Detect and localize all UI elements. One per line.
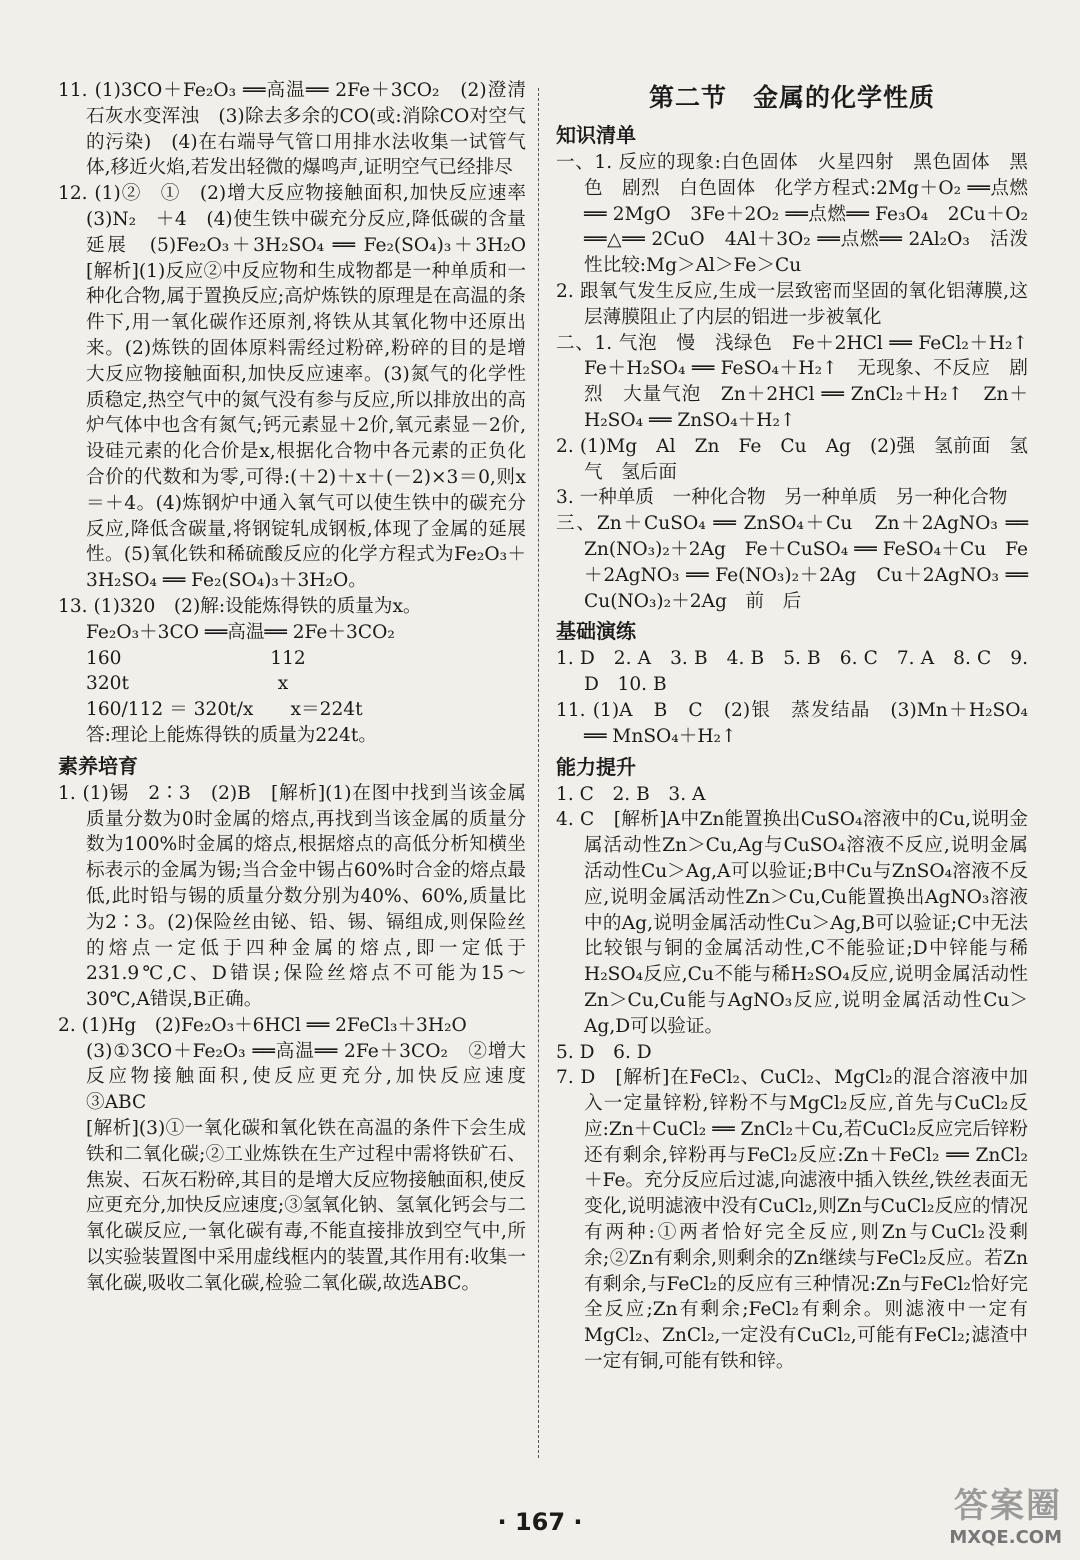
section-title: 第二节 金属的化学性质 [648, 83, 935, 112]
left-column [58, 78, 545, 1297]
answer-item: 2. (1)Hg (2)Fe₂O₃＋6HCl ══ 2FeCl₃＋3H₂O [58, 1014, 467, 1036]
answer-item: 1. C 2. B 3. A [556, 783, 706, 805]
answer-line: 答:理论上能炼得铁的质量为224t。 [86, 724, 377, 746]
watermark-cn: 答案圈 [954, 1486, 1062, 1526]
answer-item: 1. D 2. A 3. B 4. B 5. B 6. C 7. A 8. C 9. D 10. B [556, 648, 1028, 696]
answer-item: 11. (1)3CO＋Fe₂O₃ ══高温══ 2Fe＋3CO₂ (2)澄清石灰水变浑浊 (3)除去多余的CO(或:消除CO对空气的污染) (4)在右端导气管口用排水法收集一试管气体,移近火焰,若发出轻微的爆鸣声,证明空气已经排尽 [58, 80, 526, 179]
answer-explanation: [解析](3)①一氧化碳和氧化铁在高温的条件下会生成铁和二氧化碳;②工业炼铁在生产过程中需将铁矿石、焦炭、石灰石粉碎,其目的是增大反应物接触面积,使反应更充分,加快反应速度;③氢氧化钠、氢氧化钙会与二氧化碳反应,一氧化碳有毒,不能直接排放到空气中,所以实验装置图中采用虚线框内的装置,其作用有:收集一氧化碳,吸收二氧化碳,检验二氧化碳,故选ABC。 [86, 1118, 526, 1294]
column-divider [538, 88, 539, 1458]
answer-item: 13. (1)320 (2)解:设能炼得铁的质量为x。 [58, 595, 422, 617]
answer-line: 160 112 [86, 647, 306, 669]
answer-line: 160/112 ＝ 320t/x x＝224t [86, 699, 363, 721]
section-heading: 基础演练 [556, 619, 636, 644]
page-number: · 167 · [497, 1508, 583, 1536]
right-column-body [556, 120, 1047, 1375]
section-heading: 知识清单 [556, 123, 636, 147]
answer-line: Fe₂O₃＋3CO ══高温══ 2Fe＋3CO₂ [86, 621, 395, 643]
answer-item: 3. 一种单质 一种化合物 另一种单质 另一种化合物 [556, 487, 1008, 509]
section-heading: 能力提升 [556, 754, 636, 779]
answer-item: 5. D 6. D [556, 1041, 652, 1063]
answer-line: 320t x [86, 673, 289, 695]
answer-item: 4. C [解析]A中Zn能置换出CuSO₄溶液中的Cu,说明金属活动性Zn＞Cu,Ag与CuSO₄溶液不反应,说明金属活动性Cu＞Ag,A可以验证;B中Cu与ZnSO₄溶液不反应,说明金属活动性Zn＞Cu,Cu能置换出AgNO₃溶液中的Ag,说明金属活动性Cu＞Ag,B可以验证;C中无法比较银与铜的金属活动性,C不能验证;D中锌能与稀H₂SO₄反应,Cu不能与稀H₂SO₄反应,说明金属活动性Zn＞Cu,Cu能与AgNO₃反应,说明金属活动性Cu＞Ag,D可以验证。 [556, 809, 1028, 1037]
answer-item: 7. D [解析]在FeCl₂、CuCl₂、MgCl₂的混合溶液中加入一定量锌粉,锌粉不与MgCl₂反应,首先与CuCl₂反应:Zn＋CuCl₂ ══ ZnCl₂＋Cu,若CuCl₂反应完后锌粉还有剩余,锌粉再与FeCl₂反应:Zn＋FeCl₂ ══ ZnCl₂＋Fe。充分反应后过滤,向滤液中插入铁丝,铁丝表面无变化,说明滤液中没有CuCl₂,则Zn与CuCl₂反应的情况有两种:①两者恰好完全反应,则Zn与CuCl₂没剩余;②Zn有剩余,则剩余的Zn继续与FeCl₂反应。若Zn有剩余,与FeCl₂的反应有三种情况:Zn与FeCl₂恰好完全反应;Zn有剩余;FeCl₂有剩余。则滤液中一定有MgCl₂、ZnCl₂,一定没有CuCl₂,可能有FeCl₂;滤渣中一定有铜,可能有铁和锌。 [556, 1067, 1028, 1373]
answer-item: 11. (1)A B C (2)银 蒸发结晶 (3)Mn＋H₂SO₄ ══ MnSO₄＋H₂↑ [556, 699, 1028, 747]
watermark-en: MXQE.COM [949, 1527, 1062, 1548]
answer-item: 一、1. 反应的现象:白色固体 火星四射 黑色固体 黑色 剧烈 白色固体 化学方程式:2Mg＋O₂ ══点燃══ 2MgO 3Fe＋2O₂ ══点燃══ Fe₃O₄ 2Cu＋O₂ ══△══ 2CuO 4Al＋3O₂ ══点燃══ 2Al₂O₃ 活泼性比较:Mg＞Al＞Fe＞Cu [556, 152, 1028, 277]
answer-item: 12. (1)② ① (2)增大反应物接触面积,加快反应速率 (3)N₂ ＋4 (4)使生铁中碳充分反应,降低碳的含量 延展 (5)Fe₂O₃＋3H₂SO₄ ══ Fe₂(SO₄)₃＋3H₂O [解析](1)反应②中反应物和生成物都是一种单质和一种化合物,属于置换反应;高炉炼铁的原理是在高温的条件下,用一氧化碳作还原剂,将铁从其氧化物中还原出来。(2)炼铁的固体原料需经过粉碎,粉碎的目的是增大反应物接触面积,加快反应速率。(3)氮气的化学性质稳定,热空气中的氮气没有参与反应,所以排放出的高炉气体中也含有氮气;钙元素显＋2价,氧元素显－2价,设硅元素的化合价是x,根据化合物中各元素的正负化合价的代数和为零,可得:(＋2)＋x＋(－2)×3＝0,则x＝＋4。(4)炼钢炉中通入氧气可以使生铁中的碳充分反应,降低含碳量,将钢锭轧成钢板,体现了金属的延展性。(5)氧化铁和稀硫酸反应的化学方程式为Fe₂O₃＋3H₂SO₄ ══ Fe₂(SO₄)₃＋3H₂O。 [58, 183, 545, 592]
right-column [556, 78, 1047, 1375]
watermark-logo [949, 1478, 1062, 1548]
answer-item: 三、Zn＋CuSO₄ ══ ZnSO₄＋Cu Zn＋2AgNO₃ ══ Zn(NO₃)₂＋2Ag Fe＋CuSO₄ ══ FeSO₄＋Cu Fe＋2AgNO₃ ══ Fe(NO₃)₂＋2Ag Cu＋2AgNO₃ ══ Cu(NO₃)₂＋2Ag 前 后 [556, 513, 1028, 612]
answer-item: 二、1. 气泡 慢 浅绿色 Fe＋2HCl ══ FeCl₂＋H₂↑ Fe＋H₂SO₄ ══ FeSO₄＋H₂↑ 无现象、不反应 剧烈 大量气泡 Zn＋2HCl ══ ZnCl₂＋H₂↑ Zn＋H₂SO₄ ══ ZnSO₄＋H₂↑ [556, 332, 1047, 431]
answer-item: 2. 跟氧气发生反应,生成一层致密而坚固的氧化铝薄膜,这层薄膜阻止了内层的铝进一步被氧化 [556, 280, 1028, 328]
answer-line: (3)①3CO＋Fe₂O₃ ══高温══ 2Fe＋3CO₂ ②增大反应物接触面积,使反应更充分,加快反应速度 ③ABC [86, 1040, 545, 1114]
answer-item: 1. (1)锡 2∶3 (2)B [解析](1)在图中找到当该金属质量分数为0时金属的熔点,再找到当该金属的质量分数为100%时金属的熔点,根据熔点的高低分析知横坐标表示的金属为锡;当合金中锡占60%时合金的熔点最低,此时铅与锡的质量分数分别为40%、60%,质量比为2∶3。(2)保险丝由铋、铅、锡、镉组成,则保险丝的熔点一定低于四种金属的熔点,即一定低于231.9℃,C、D错误;保险丝熔点不可能为15～30℃,A错误,B正确。 [58, 782, 526, 1011]
section-heading: 素养培育 [58, 753, 138, 778]
answer-item: 2. (1)Mg Al Zn Fe Cu Ag (2)强 氢前面 氢气 氢后面 [556, 435, 1028, 483]
